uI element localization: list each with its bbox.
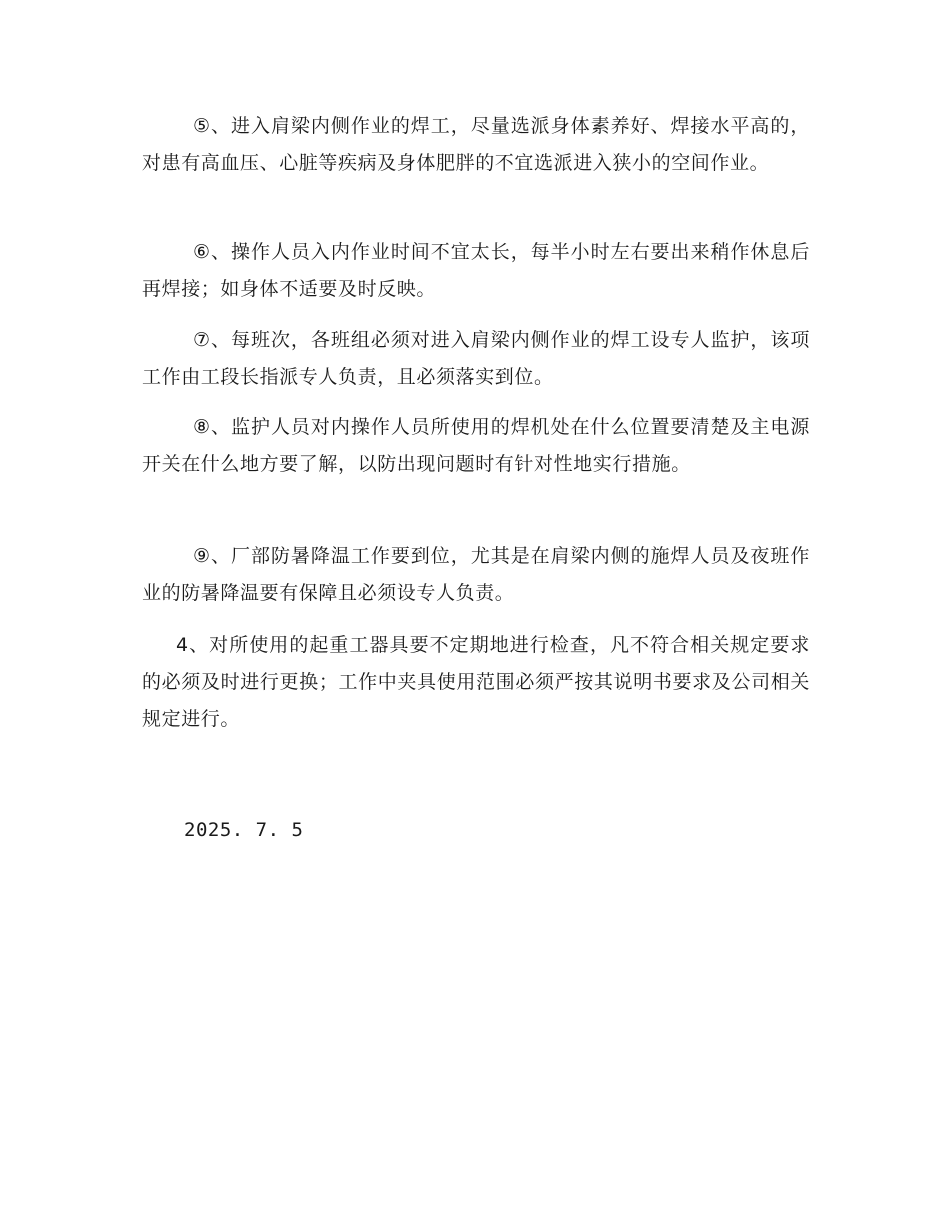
- document-date: 2025. 7. 5: [184, 819, 304, 841]
- paragraph-item-6: ⑥、操作人员入内作业时间不宜太长，每半小时左右要出来稍作休息后再焊接；如身体不适要及时反映。: [142, 241, 810, 300]
- paragraph-item-5: ⑤、进入肩梁内侧作业的焊工，尽量选派身体素养好、焊接水平高的，对患有高血压、心脏等疾病及身体肥胖的不宜选派进入狭小的空间作业。: [142, 115, 810, 174]
- paragraph-item-9: ⑨、厂部防暑降温工作要到位，尤其是在肩梁内侧的施焊人员及夜班作业的防暑降温要有保障且必须设专人负责。: [142, 545, 810, 604]
- paragraph-item-7: ⑦、每班次，各班组必须对进入肩梁内侧作业的焊工设专人监护，该项工作由工段长指派专人负责，且必须落实到位。: [142, 329, 810, 388]
- paragraph-item-8: ⑧、监护人员对内操作人员所使用的焊机处在什么位置要清楚及主电源开关在什么地方要了解，以防出现问题时有针对性地实行措施。: [142, 416, 810, 475]
- paragraph-section-4: 4、对所使用的起重工器具要不定期地进行检查，凡不符合相关规定要求的必须及时进行更换；工作中夹具使用范围必须严按其说明书要求及公司相关规定进行。: [142, 634, 810, 730]
